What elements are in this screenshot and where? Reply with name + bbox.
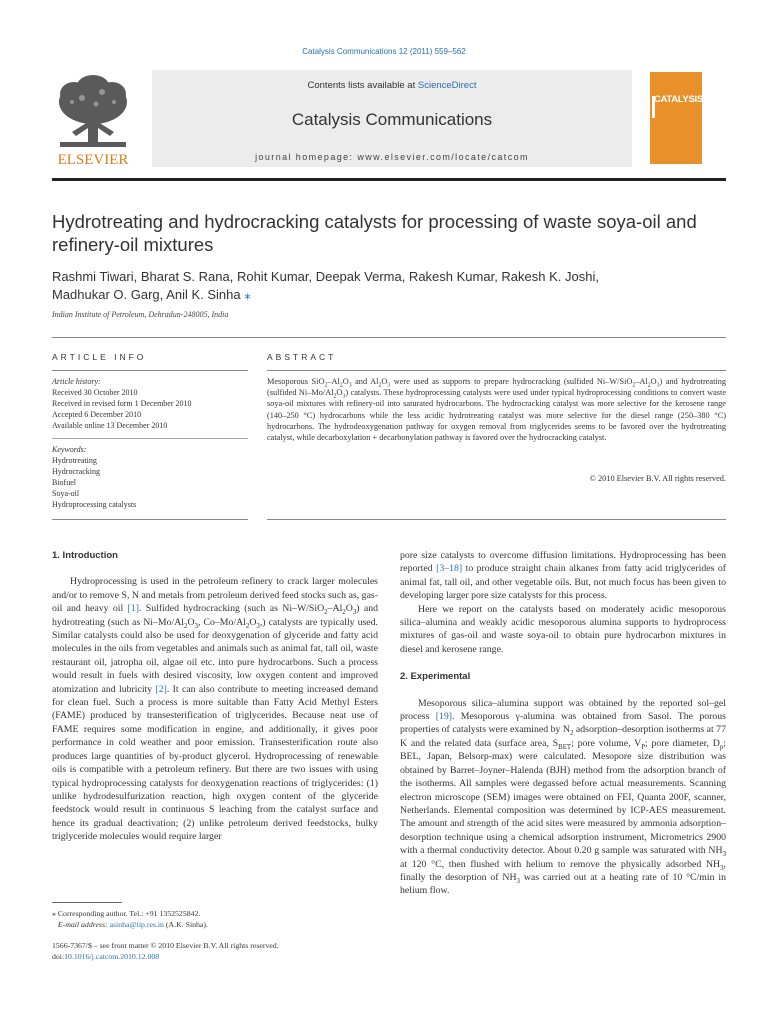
sciencedirect-link[interactable]: ScienceDirect xyxy=(417,80,477,91)
corresponding-author-mark[interactable]: ⁎ xyxy=(244,287,251,302)
intro-paragraph: Hydroprocessing is used in the petroleum refinery to crack larger molecules and/or to remove S, N and metals from petroleum derived feed stocks such as, gas-oil and heavy oil [1]. Sulfided hydrocracking (such as $Ni-W/SiO_2-Al_2O_3$) and hydrotreating (such as $Ni-Mo/Al_2O_3$, $Co-Mo/Al_2O_3$,) catalysts are typically used. Similar catalysts could also be used for deoxygenation of glyceride and fatty acid molecules in the oils from vegetables and animals such as animal fat, tall oil, waste restaurant oil, jatropha oil, algae oil etc. into pure hydrocarbons. Such a process would result in fuels with desired viscosity, low oxygen content and improved atomization and lubricity [2]. It can also contribute to meeting increased demand for clean fuel. Such a process is more suitable than Fatty Acid Methyl Esters (FAME) produced by transesterification of triglycerides. Because neat use of FAME requires some modification in engine, and additionally, it gives poor performance in cold weather and poor emission. Transesterification route also produces large quantities of by-product glycerol. Hydroprocessing of renewable oils is compatible with a petroleum refinery. But there are two issues with using typical hydroprocessing catalysts for deoxygenation reactions of triglycerides: (1) unlike hydrodesulfurization reaction, high oxygen content of the glyceride feedstock would result in continuous S leaching from the catalyst surface and hence its gradual deactivation; (2) unlike petroleum derived feedstocks, bulky triglyceride molecules would require larger xyxy=(52,576,378,843)
keywords xyxy=(52,444,248,510)
doi-prefix: doi: xyxy=(52,952,65,961)
keywords-label: Keywords: xyxy=(52,445,87,454)
authors-line-2: Madhukar O. Garg, Anil K. Sinha xyxy=(52,287,241,302)
title-rule xyxy=(52,337,726,338)
email-suffix: (A.K. Sinha). xyxy=(163,920,208,929)
footnote-rule xyxy=(52,902,122,903)
keyword-item: Biofuel xyxy=(52,478,76,487)
article-info-rule xyxy=(52,370,248,371)
email-link[interactable]: asinha@iip.res.in xyxy=(109,920,164,929)
abstract-heading: ABSTRACT xyxy=(267,352,337,362)
article-history xyxy=(52,376,248,431)
doi-link[interactable]: 10.1016/j.catcom.2010.12.008 xyxy=(64,952,160,961)
journal-homepage[interactable]: journal homepage: www.elsevier.com/locate/catcom xyxy=(255,152,529,162)
keyword-item: Hydroprocessing catalysts xyxy=(52,500,137,509)
intro-paragraph: Here we report on the catalysts based on moderately acidic mesoporous silica–alumina and weakly acidic mesoporous alumina supports to hydroprocess mixtures of gas-oil and waste soya-oil to obtain pure hydrocarbon mixtures in diesel and kerosene range. xyxy=(400,603,726,655)
contents-line xyxy=(152,80,632,91)
keyword-item: Hydrocracking xyxy=(52,467,100,476)
left-column xyxy=(52,549,378,844)
header-rule xyxy=(52,178,726,181)
elsevier-tree-icon xyxy=(52,72,134,167)
history-item: Received in revised form 1 December 2010 xyxy=(52,399,192,408)
elsevier-wordmark: ELSEVIER xyxy=(57,152,129,167)
corresponding-author-note: ⁎ Corresponding author. Tel.: +91 1352525842. xyxy=(52,909,201,918)
bottom-info xyxy=(52,940,378,962)
section-heading-introduction: 1. Introduction xyxy=(52,550,118,561)
experimental-paragraph: Mesoporous silica–alumina support was obtained by the reported sol–gel process [19]. Mesoporous γ-alumina was obtained from Sasol. The porous properties of catalysts were examined by $N_2$ adsorption–desorption isotherms at 77 K and the related data (surface area, $S_{BET}$; pore volume, $V_P$; pore diameter, $D_p$; BEL, Japan, Belsorp-max) were calculated. Mesopore size distribution was obtained by Barret–Joyner–Halenda (BJH) method from the adsorption branch of the isotherms. All samples were degassed before actual measurements. Scanning electron microscope (SEM) images were obtained on FEI, Quanta 200F, scanner, Netherlands. Elemental composition was determined by ICP-AES measurement. The amount and strength of the acid sites were measured by ammonia adsorption–desorption technique using a chemical adsorption instrument, Micrometrics 2900 with a thermal conductivity detector. About 0.20 g sample was saturated with $NH_3$ at 120 °C, then flushed with helium to remove the physically adsorbed $NH_3$, finally the desorption of $NH_3$ was carried out at a heating rate of 10 °C/min in helium flow. xyxy=(400,697,726,897)
affiliation: Indian Institute of Petroleum, Dehradun-248005, India xyxy=(52,310,229,319)
history-label: Article history: xyxy=(52,377,101,386)
journal-reference[interactable]: Catalysis Communications 12 (2011) 559–562 xyxy=(302,47,466,56)
elsevier-logo xyxy=(52,72,134,167)
contents-prefix: Contents lists available at xyxy=(307,80,418,91)
abstract-bottom-rule xyxy=(267,519,726,520)
email-label: E-mail address: xyxy=(57,920,108,929)
keyword-item: Hydrotreating xyxy=(52,456,97,465)
right-column xyxy=(400,549,726,898)
journal-cover-image[interactable] xyxy=(650,72,702,164)
abstract-text: Mesoporous $SiO_2-Al_2O_3$ and $Al_2O_3$ were used as supports to prepare hydrocracking (sulfided $Ni-W/SiO_2-Al_2O_3$) and hydrotreating (sulfided $Ni-Mo/Al_2O_3$) catalysts. These hydroprocessing catalysts were used under typical hydroprocessing conditions to convert waste soya-oil mixtures with refinery-oil into saturated hydrocarbons. The hydrocracking catalyst was more selective for the kerosene range (140–250 °C) hydrocarbons while the less acidic hydrotreating catalyst was more selective for the diesel range (250–380 °C) hydrocarbons. The hydrodeoxygenation pathway for oxygen removal from triglycerides seems to be favored over the hydrotreating catalyst, while decarboxylation + decarbonylation pathway is favored over the hydrocracking catalyst. xyxy=(267,377,727,443)
history-item: Available online 13 December 2010 xyxy=(52,421,168,430)
abstract-rule xyxy=(267,370,726,371)
history-item: Received 30 October 2010 xyxy=(52,388,138,397)
intro-paragraph-continued: pore size catalysts to overcome diffusion limitations. Hydroprocessing has been reported [3–18] to produce straight chain alkanes from fatty acid triglycerides of animal fat, tall oil, and other vegetable oils. But, not much focus has been given to developing larger pore size catalysts for this process. xyxy=(400,550,726,602)
article-info-bottom-rule xyxy=(52,519,248,520)
keyword-item: Soya-oil xyxy=(52,489,80,498)
journal-title: Catalysis Communications xyxy=(291,110,493,129)
paper-title: Hydrotreating and hydrocracking catalysts for processing of waste soya-oil and refinery-oil mixtures xyxy=(52,211,697,255)
author-list xyxy=(52,268,726,304)
authors-line-1: Rashmi Tiwari, Bharat S. Rana, Rohit Kumar, Deepak Verma, Rakesh Kumar, Rakesh K. Joshi, xyxy=(52,269,599,284)
history-item: Accepted 6 December 2010 xyxy=(52,410,142,419)
footnote xyxy=(52,908,378,930)
cover-title: CATALYSIS xyxy=(654,94,703,105)
issn-line: 1566-7367/$ – see front matter © 2010 Elsevier B.V. All rights reserved. xyxy=(52,941,279,950)
section-heading-experimental: 2. Experimental xyxy=(400,671,471,683)
article-info-heading: ARTICLE INFO xyxy=(52,352,147,362)
keywords-rule xyxy=(52,438,248,439)
copyright: © 2010 Elsevier B.V. All rights reserved. xyxy=(589,474,726,483)
